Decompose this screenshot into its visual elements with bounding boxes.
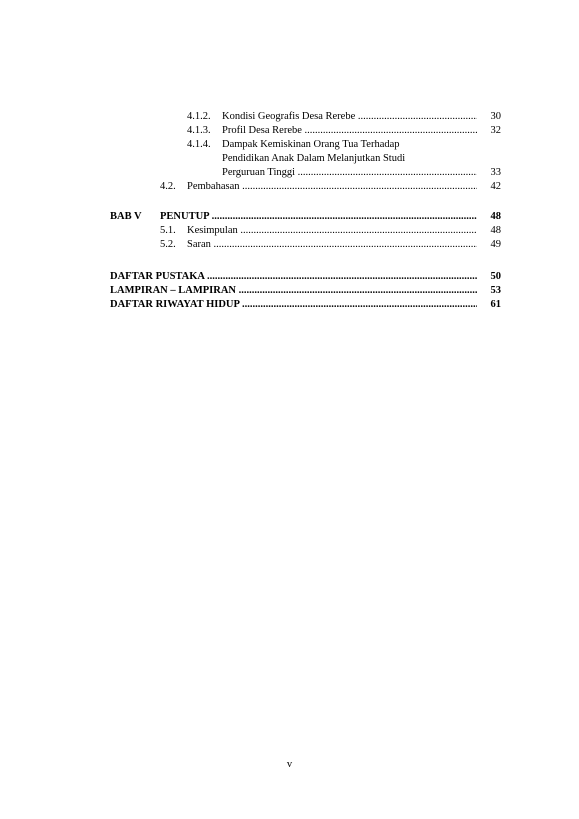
toc-title-line-3: Perguruan Tinggi ..... [222, 166, 477, 179]
toc-number: BAB V [110, 211, 142, 222]
toc-page: 48 [490, 211, 501, 222]
toc-title: Pembahasan ..... [187, 180, 477, 193]
toc-entry-4-1-3 [187, 124, 477, 137]
toc-page: 48 [490, 225, 501, 236]
toc-entry-4-1-2 [187, 110, 477, 123]
toc-title: Saran ..... [187, 238, 477, 251]
toc-entry-bab-v [110, 210, 477, 223]
toc-number: 4.1.2. [187, 111, 211, 122]
toc-page: 30 [490, 111, 501, 122]
toc-page: 33 [490, 167, 501, 178]
toc-entry-5-2 [160, 238, 477, 251]
toc-page: 53 [490, 285, 501, 296]
toc-title: Kesimpulan ..... [187, 224, 477, 237]
toc-page: 61 [490, 299, 501, 310]
toc-title: DAFTAR RIWAYAT HIDUP ..... [110, 298, 477, 311]
toc-title: LAMPIRAN – LAMPIRAN ..... [110, 284, 477, 297]
toc-entry-4-2 [160, 180, 477, 193]
toc-number: 5.1. [160, 225, 176, 236]
toc-number: 4.1.4. [187, 139, 211, 150]
toc-title: DAFTAR PUSTAKA ..... [110, 270, 477, 283]
toc-entry-lampiran [110, 284, 477, 297]
toc-page: 50 [490, 271, 501, 282]
toc-number: 4.2. [160, 181, 176, 192]
toc-entry-daftar-pustaka [110, 270, 477, 283]
toc-title-line-2: Pendidikan Anak Dalam Melanjutkan Studi [222, 153, 406, 164]
toc-title: PENUTUP ..... [160, 210, 477, 223]
toc-entry-daftar-riwayat-hidup [110, 298, 477, 311]
toc-title: Profil Desa Rerebe ..... [222, 124, 477, 137]
toc-number: 4.1.3. [187, 125, 211, 136]
page-number: v [286, 759, 293, 770]
toc-title-line-1: Dampak Kemiskinan Orang Tua Terhadap [222, 139, 400, 150]
toc-entry-4-1-4 [187, 138, 477, 151]
toc-page: 42 [490, 181, 501, 192]
toc-page: 49 [490, 239, 501, 250]
toc-number: 5.2. [160, 239, 176, 250]
toc-title-line-3-wrap [222, 166, 477, 179]
toc-title: Kondisi Geografis Desa Rerebe ..... [222, 110, 477, 123]
toc-page: 32 [490, 125, 501, 136]
toc-entry-5-1 [160, 224, 477, 237]
